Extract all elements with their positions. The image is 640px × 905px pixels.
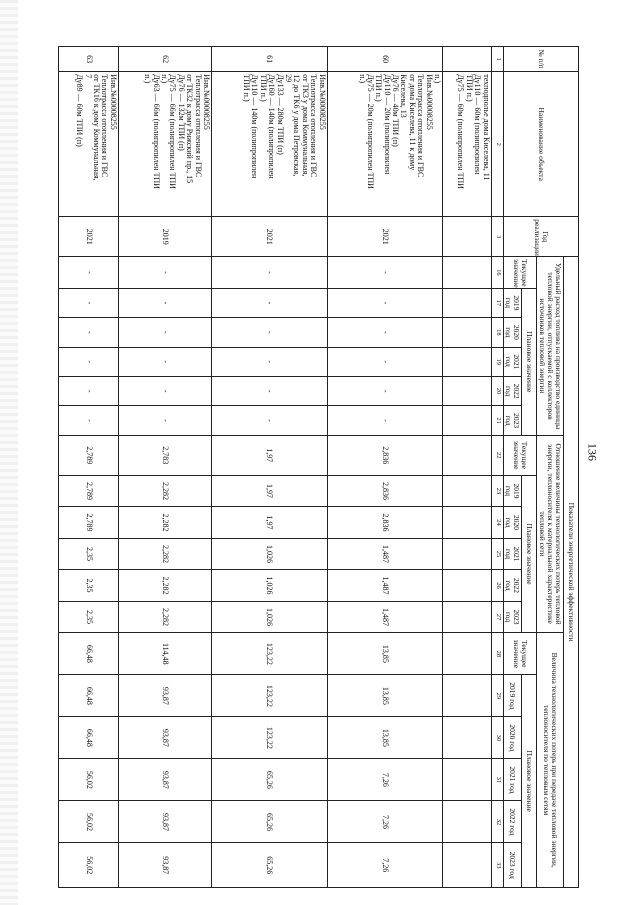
data-table-sheet <box>58 46 579 888</box>
name-line: 29 <box>283 74 293 83</box>
fuel-value: - <box>59 376 119 405</box>
ratio-value: 1,026 <box>212 601 328 633</box>
header-loss-year: 2019 год <box>503 675 522 717</box>
header-indicators: Показатели энергетической эффективности <box>564 257 579 888</box>
loss-value: 13,85 <box>327 633 443 675</box>
object-name <box>212 72 328 217</box>
col-number: 25 <box>491 538 503 570</box>
ratio-value: 1,026 <box>212 538 328 570</box>
ratio-value: 2,35 <box>59 601 119 633</box>
name-line: п.) <box>160 74 170 84</box>
row-year: 2021 <box>59 217 119 257</box>
name-line: ТПИ п.) <box>464 74 474 102</box>
loss-value: 114,48 <box>118 633 211 675</box>
header-ratio-year: 2021 год <box>503 538 522 570</box>
name-line: Киселева, 13 <box>399 74 409 118</box>
header-ratio-year: 2022 год <box>503 570 522 602</box>
name-line: Теплотрасса отопления и ГВС <box>193 74 203 178</box>
col-number: 27 <box>491 601 503 633</box>
loss-value: 123,22 <box>212 675 328 717</box>
loss-value: 13,85 <box>327 717 443 759</box>
loss-value: 7,26 <box>327 759 443 801</box>
col-number: 33 <box>491 843 503 888</box>
fuel-value: - <box>212 257 328 289</box>
col-number: 30 <box>491 717 503 759</box>
header-name: Наименование объекта <box>503 72 578 217</box>
fuel-value: - <box>118 347 211 376</box>
name-line: п.) <box>357 74 367 84</box>
loss-value: 7,26 <box>327 843 443 888</box>
fuel-value: - <box>59 406 119 435</box>
loss-value: 66,48 <box>59 717 119 759</box>
object-name <box>59 72 119 217</box>
row-num: 62 <box>118 47 211 72</box>
fuel-value: - <box>327 288 443 317</box>
ratio-value: 2,836 <box>327 507 443 539</box>
fuel-value: - <box>212 318 328 347</box>
header-loss-plan: Плановое значение <box>522 675 537 888</box>
fuel-value: - <box>118 288 211 317</box>
col-number: 2 <box>491 72 503 217</box>
loss-value: 66,48 <box>59 633 119 675</box>
header-loss-current: Текущее значение <box>503 633 537 675</box>
ratio-value: 2,836 <box>327 475 443 507</box>
name-line: от ТК3 у дома Коммунальная, <box>300 74 310 177</box>
col-number: 3 <box>491 217 503 257</box>
name-line: Инв.№00008255 <box>108 74 118 130</box>
fuel-value: - <box>118 318 211 347</box>
header-ratio-current: Текущее значение <box>503 435 537 475</box>
fuel-value: - <box>327 406 443 435</box>
name-line: Ду76 — 132м ТПИ (п) <box>176 74 186 151</box>
fuel-value: - <box>118 406 211 435</box>
col-number: 21 <box>491 406 503 435</box>
column-number-row <box>491 47 503 888</box>
col-number: 32 <box>491 801 503 843</box>
name-line: от ТК16 к дому Коммунальная, <box>92 74 102 181</box>
row-year: 2021 <box>327 217 443 257</box>
ratio-value: 2,282 <box>118 538 211 570</box>
header-year: Год реализации <box>503 217 578 257</box>
header-ratio-year: 2023 год <box>503 601 522 633</box>
ratio-value: 2,282 <box>118 570 211 602</box>
name-line: ТПИ п.) <box>374 74 384 102</box>
loss-value: 65,26 <box>212 843 328 888</box>
ratio-value: 2,282 <box>118 601 211 633</box>
table-row <box>327 47 443 888</box>
ratio-value: 1,97 <box>212 435 328 475</box>
col-number: 19 <box>491 347 503 376</box>
name-line: Ду133 — 280м ТПИ (п) <box>275 74 285 155</box>
fuel-value: - <box>327 376 443 405</box>
name-line: п.) <box>433 74 443 84</box>
continued-object-name <box>443 72 492 217</box>
ratio-value: 2,783 <box>118 435 211 475</box>
loss-value: 7,26 <box>327 801 443 843</box>
ratio-value: 1,97 <box>212 507 328 539</box>
name-line: Инв.№00008255 <box>317 74 327 130</box>
col-number: 1 <box>491 47 503 72</box>
loss-value: 123,22 <box>212 633 328 675</box>
name-line: Ду89 — 60м ТПИ (п) <box>75 74 85 147</box>
col-number: 26 <box>491 570 503 602</box>
col-number: 17 <box>491 288 503 317</box>
loss-value: 93,87 <box>118 843 211 888</box>
header-loss-year: 2021 год <box>503 759 522 801</box>
loss-value: 56,02 <box>59 843 119 888</box>
loss-value: 56,02 <box>59 801 119 843</box>
ratio-value: 2,282 <box>118 507 211 539</box>
loss-value: 66,48 <box>59 675 119 717</box>
name-line: от дома Киселева, 11 к дому <box>407 74 417 171</box>
col-number: 24 <box>491 507 503 539</box>
row-year: 2019 <box>118 217 211 257</box>
ratio-value: 1,97 <box>212 475 328 507</box>
fuel-value: - <box>327 257 443 289</box>
ratio-value: 2,35 <box>59 570 119 602</box>
energy-efficiency-table <box>58 46 579 888</box>
col-number: 16 <box>491 257 503 289</box>
fuel-value: - <box>327 318 443 347</box>
header-fuel-year: 2022 год <box>503 376 522 405</box>
table-row <box>118 47 211 888</box>
ratio-value: 2,35 <box>59 538 119 570</box>
fuel-value: - <box>59 318 119 347</box>
header-fuel-year: 2019 год <box>503 288 522 317</box>
loss-value: 65,26 <box>212 759 328 801</box>
loss-value: 93,87 <box>118 759 211 801</box>
loss-value: 56,02 <box>59 759 119 801</box>
header-fuel-year: 2020 год <box>503 318 522 347</box>
ratio-value: 2,836 <box>327 435 443 475</box>
name-line: Ду160 — 140м (полипропилен <box>267 74 277 179</box>
table-row-continued <box>443 47 492 888</box>
col-number: 29 <box>491 675 503 717</box>
name-line: Ду75 — 60м (полипропилен ТПИ <box>456 74 466 189</box>
loss-value: 93,87 <box>118 717 211 759</box>
header-ratio-year: 2019 год <box>503 475 522 507</box>
loss-value: 93,87 <box>118 801 211 843</box>
name-line: Инв.№00008255 <box>202 74 211 130</box>
name-line: 7 <box>83 74 93 79</box>
row-num: 60 <box>327 47 443 72</box>
header-loss-year: 2022 год <box>503 801 522 843</box>
header-fuel-group: Удельный расход топлива на производство единицы тепловой энергии, отпускаемой с коллекторов источников тепловой энергии <box>537 257 564 436</box>
header-fuel-plan: Плановое значение <box>522 288 537 435</box>
col-number: 23 <box>491 475 503 507</box>
ratio-value: 1,026 <box>212 570 328 602</box>
ratio-value: 1,487 <box>327 538 443 570</box>
header-loss-group: Величина технологических потерь при передаче тепловой энергии, теплоносителя по тепловым сетям <box>537 633 564 888</box>
object-name <box>118 72 211 217</box>
name-line: Теплотрасса отопления и ГВС <box>309 74 319 178</box>
name-line: 12 до ТК6 у дома Петровская, <box>292 74 302 177</box>
fuel-value: - <box>59 257 119 289</box>
ratio-value: 2,282 <box>118 475 211 507</box>
header-ratio-group: Отношение величины технологических потерь тепловой энергии, теплоносителя к материальной характеристике тепловой сети <box>537 435 564 633</box>
header-fuel-year: 2023 год <box>503 406 522 435</box>
table-row <box>212 47 328 888</box>
name-line: Ду110 — 20м (полипропилен <box>382 74 392 175</box>
name-line: Ду75 — 66м (полипропилен ТПИ <box>168 74 178 189</box>
ratio-value: 2,789 <box>59 435 119 475</box>
name-line: Теплотрасса отопления и ГВС <box>100 74 110 178</box>
ratio-value: 2,789 <box>59 475 119 507</box>
ratio-value: 1,487 <box>327 601 443 633</box>
fuel-value: - <box>59 288 119 317</box>
page-number: 136 <box>585 443 600 461</box>
name-line: Инв.№00008255 <box>424 74 434 130</box>
header-ratio-plan: Плановое значение <box>522 475 537 633</box>
object-name <box>327 72 443 217</box>
loss-value: 13,85 <box>327 675 443 717</box>
ratio-value: 1,487 <box>327 570 443 602</box>
fuel-value: - <box>212 376 328 405</box>
name-line: техподполье дома Киселева, 11 <box>481 74 491 181</box>
header-num: № п/п <box>503 47 578 72</box>
table-row <box>59 47 119 888</box>
fuel-value: - <box>327 347 443 376</box>
col-number: 20 <box>491 376 503 405</box>
fuel-value: - <box>118 257 211 289</box>
scan-edge-shadow <box>0 0 18 905</box>
row-num: 61 <box>212 47 328 72</box>
col-number: 18 <box>491 318 503 347</box>
col-number: 28 <box>491 633 503 675</box>
col-number: 22 <box>491 435 503 475</box>
loss-value: 123,22 <box>212 717 328 759</box>
loss-value: 65,26 <box>212 801 328 843</box>
fuel-value: - <box>118 376 211 405</box>
name-line: Теплотрасса отопления и ГВС <box>416 74 426 178</box>
col-number: 31 <box>491 759 503 801</box>
header-ratio-year: 2020 год <box>503 507 522 539</box>
header-fuel-current: Текущее значение <box>503 257 537 289</box>
name-line: Ду76 — 40м ТПИ (п) <box>391 74 401 147</box>
name-line: Ду63 — 66м (полипропилен ТПИ <box>151 74 161 189</box>
fuel-value: - <box>212 347 328 376</box>
header-loss-year: 2023 год <box>503 843 522 888</box>
header-loss-year: 2020 год <box>503 717 522 759</box>
name-line: ТПИ п.) <box>242 74 251 102</box>
row-num: 63 <box>59 47 119 72</box>
name-line: п.) <box>143 74 153 84</box>
name-line: Ду110 — 60м (полипропилен <box>473 74 483 175</box>
fuel-value: - <box>59 347 119 376</box>
ratio-value: 2,789 <box>59 507 119 539</box>
name-line: ТПИ п.) <box>258 74 268 102</box>
name-line: Ду110 — 140м (полипропилен <box>250 74 260 179</box>
fuel-value: - <box>212 288 328 317</box>
row-year: 2021 <box>212 217 328 257</box>
header-fuel-year: 2021 год <box>503 347 522 376</box>
name-line: от ТК32 к дому Рижский пр., 15 <box>185 74 195 184</box>
name-line: Ду75 — 20м (полипропилен ТПИ <box>365 74 375 189</box>
loss-value: 93,87 <box>118 675 211 717</box>
fuel-value: - <box>212 406 328 435</box>
